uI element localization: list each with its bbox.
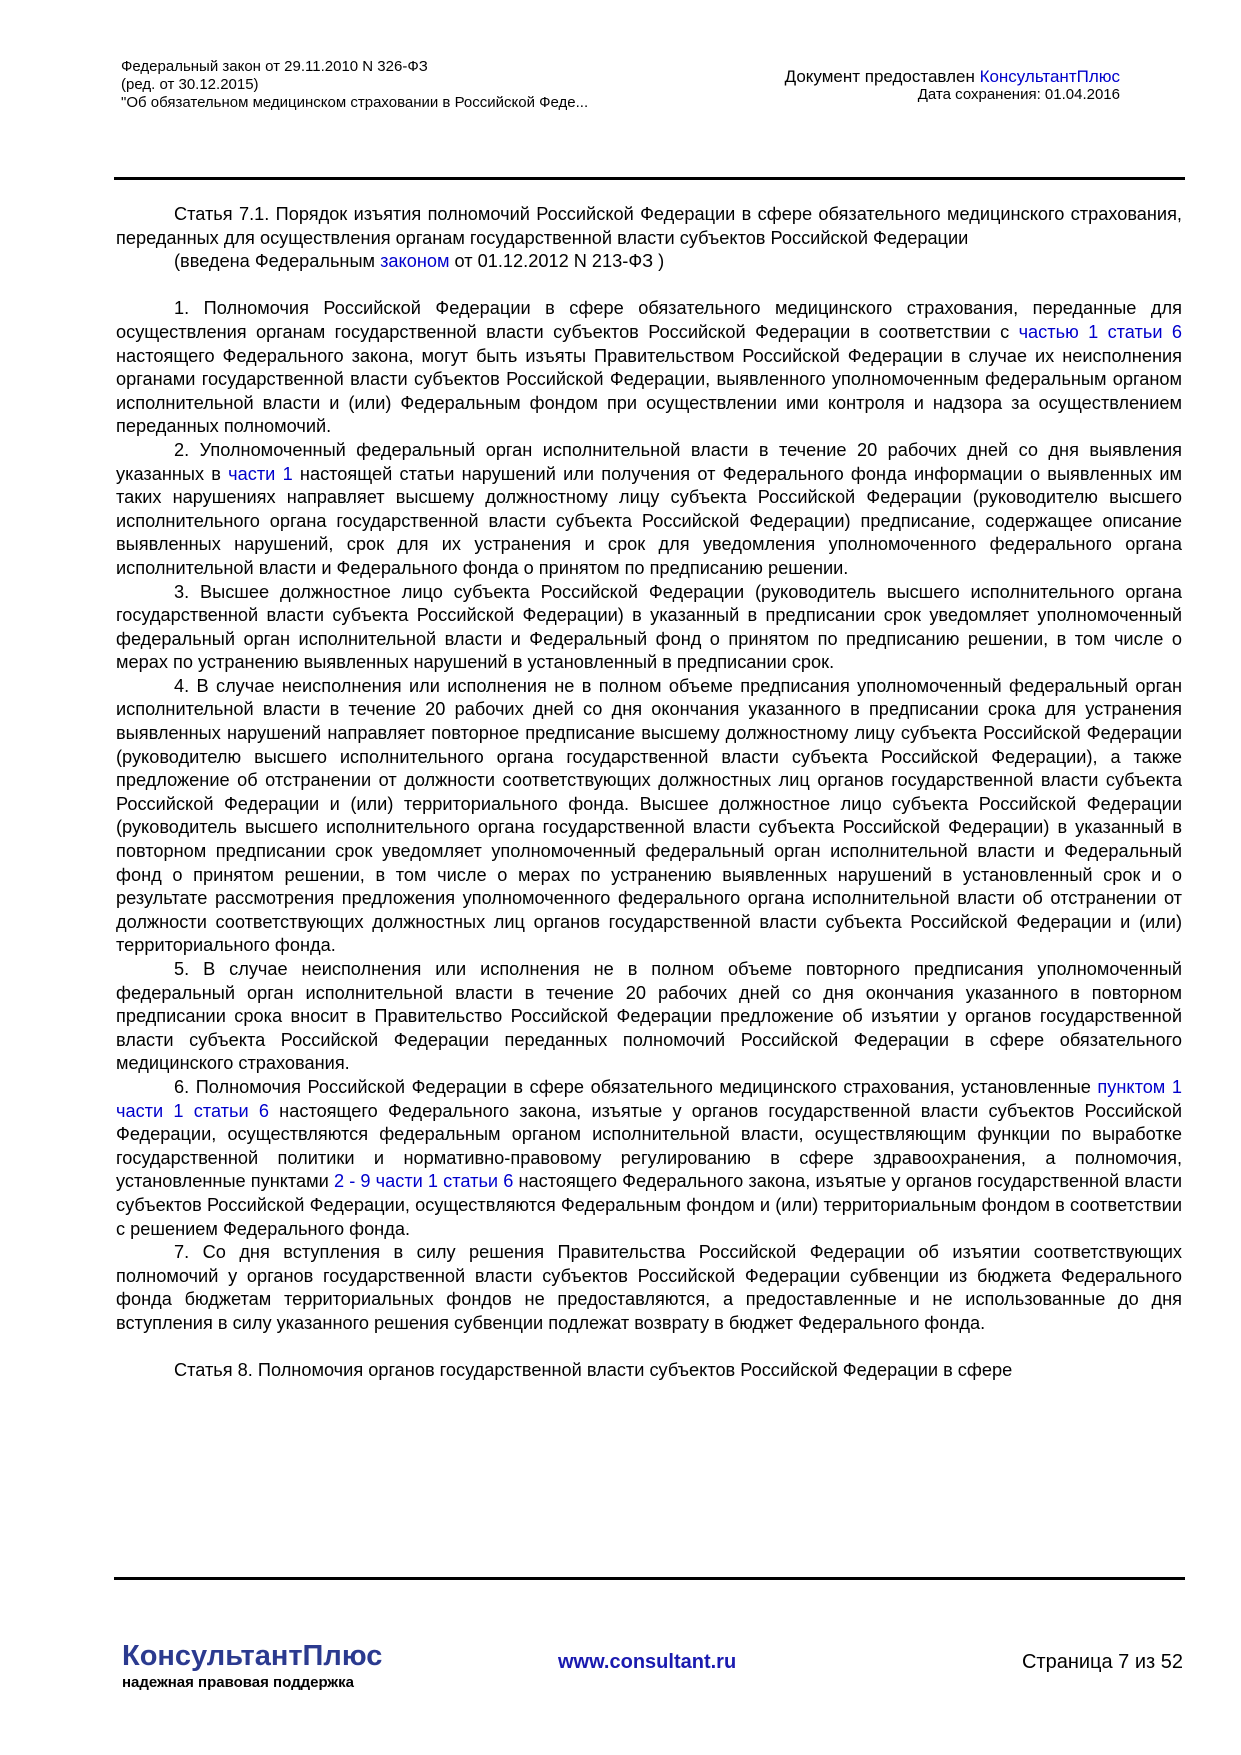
law-title: Федеральный закон от 29.11.2010 N 326-ФЗ [121,58,428,75]
footer-divider [114,1577,1185,1580]
footer-brand [122,1640,382,1691]
document-header-title [121,58,588,112]
paragraph-4: 4. В случае неисполнения или исполнения не в полном объеме предписания уполномоченный федеральный орган исполнительной власти в течение 20 рабочих дней со дня окончания указанного в предписании срока для устранения выявленных нарушений направляет повторное предписание высшему должностному лицу субъекта Российской Федерации (руководителю высшего исполнительного органа государственной власти субъекта Российской Федерации), а также предложение об отстранении от должности соответствующих должностных лиц органов государственной власти субъекта Российской Федерации и (или) территориального фонда. Высшее должностное лицо субъекта Российской Федерации (руководитель высшего исполнительного органа государственной власти субъекта Российской Федерации) в указанный в повторном предписании срок уведомляет уполномоченный федеральный орган исполнительной власти и Федеральный фонд о принятом решении, в том числе о мерах по устранению выявленных нарушений в установленный срок и о результате рассмотрения предложения уполномоченного федерального органа исполнительной власти об отстранении от должности соответствующих должностных лиц органов государственной власти субъекта Российской Федерации и (или) территориального фонда. [116,675,1182,956]
page-number: Страница 7 из 52 [1021,1651,1183,1673]
article-8-title: Статья 8. Полномочия органов государственной власти субъектов Российской Федерации в сфере [174,1360,1013,1381]
paragraph-2: 2. Уполномоченный федеральный орган исполнительной власти в течение 20 рабочих дней со дня выявления указанных в части 1 настоящей статьи нарушений или получения от Федерального фонда информации о выявленных им таких нарушениях направляет высшему должностному лицу субъекта Российской Федерации (руководителю высшего исполнительного органа государственной власти субъекта Российской Федерации) предписание, содержащее описание выявленных нарушений, срок для их устранения и срок для уведомления уполномоченного федерального органа исполнительной власти и Федерального фонда о принятом по предписанию решении. [116,439,1182,578]
provided-by-label: Документ предоставлен [784,67,980,86]
document-provider-info [785,68,1120,104]
header-divider [114,177,1185,180]
paragraph-1: 1. Полномочия Российской Федерации в сфере обязательного медицинского страхования, переданные для осуществления органам государственной власти субъектов Российской Федерации в соответствии с частью 1 статьи 6 настоящего Федерального закона, могут быть изъяты Правительством Российской Федерации в случае их неисполнения органами государственной власти субъектов Российской Федерации, выявленного уполномоченным федеральным органом исполнительной власти и (или) Федеральным фондом при осуществлении ими контроля и надзора за осуществлением переданных полномочий. [116,298,1182,437]
law-link[interactable]: законом [380,251,450,272]
clauses-2-9-part-1-article-6-link[interactable]: 2 - 9 части 1 статьи 6 [333,1171,514,1192]
article-7-1-title: Статья 7.1. Порядок изъятия полномочий Российской Федерации в сфере обязательного медицинского страхования, переданных для осуществления органам государственной власти субъектов Российской Федерации [116,204,1182,248]
website-link[interactable]: www.consultant.ru [558,1651,737,1673]
clause-1-part-1-article-6-link[interactable]: пунктом 1 части 1 статьи 6 [116,1076,1182,1121]
document-body [116,203,1182,1383]
article-7-1-intro: (введена Федеральным законом от 01.12.2012 N 213-ФЗ ) [174,251,665,272]
brand-tagline: надежная правовая поддержка [122,1674,354,1691]
paragraph-3: 3. Высшее должностное лицо субъекта Российской Федерации (руководитель высшего исполнительного органа государственной власти субъекта Российской Федерации) в указанный в предписании срок уведомляет уполномоченный федеральный орган исполнительной власти и Федеральный фонд о принятом по предписанию решении, в том числе о мерах по устранению выявленных нарушений в установленный в предписании срок. [116,581,1182,673]
law-revision: (ред. от 30.12.2015) [121,76,259,93]
part-1-article-6-link[interactable]: частью 1 статьи 6 [1018,321,1182,342]
law-subject: "Об обязательном медицинском страховании в Российской Феде... [121,94,589,111]
paragraph-7: 7. Со дня вступления в силу решения Правительства Российской Федерации об изъятии соответствующих полномочий у органов государственной власти субъектов Российской Федерации субвенции из бюджета Федерального фонда бюджетам территориальных фондов не предоставляются, а предоставленные и не использованные до дня вступления в силу указанного решения субвенции подлежат возврату в бюджет Федерального фонда. [116,1242,1182,1333]
consultant-plus-logo: КонсультантПлюс [122,1640,383,1672]
paragraph-6: 6. Полномочия Российской Федерации в сфере обязательного медицинского страхования, установленные пунктом 1 части 1 статьи 6 настоящего Федерального закона, изъятые у органов государственной власти субъектов Российской Федерации, осуществляются федеральным органом исполнительной власти, осуществляющим функции по выработке государственной политики и нормативно-правовому регулированию в сфере здравоохранения, а полномочия, установленные пунктами 2 - 9 части 1 статьи 6 настоящего Федерального закона, изъятые у органов государственной власти субъектов Российской Федерации, осуществляются Федеральным фондом и (или) территориальным фондом в соответствии с решением Федерального фонда. [116,1076,1182,1239]
provider-brand-link[interactable]: КонсультантПлюс [979,67,1120,86]
paragraph-5: 5. В случае неисполнения или исполнения не в полном объеме повторного предписания уполномоченный федеральный орган исполнительной власти в течение 20 рабочих дней со дня окончания указанного в повторном предписании срока вносит в Правительство Российской Федерации предложение об изъятии у органов государственной власти субъекта Российской Федерации переданных полномочий Российской Федерации в сфере обязательного медицинского страхования. [116,959,1182,1074]
part-1-link[interactable]: части 1 [228,463,293,484]
saved-date: Дата сохранения: 01.04.2016 [917,86,1120,103]
